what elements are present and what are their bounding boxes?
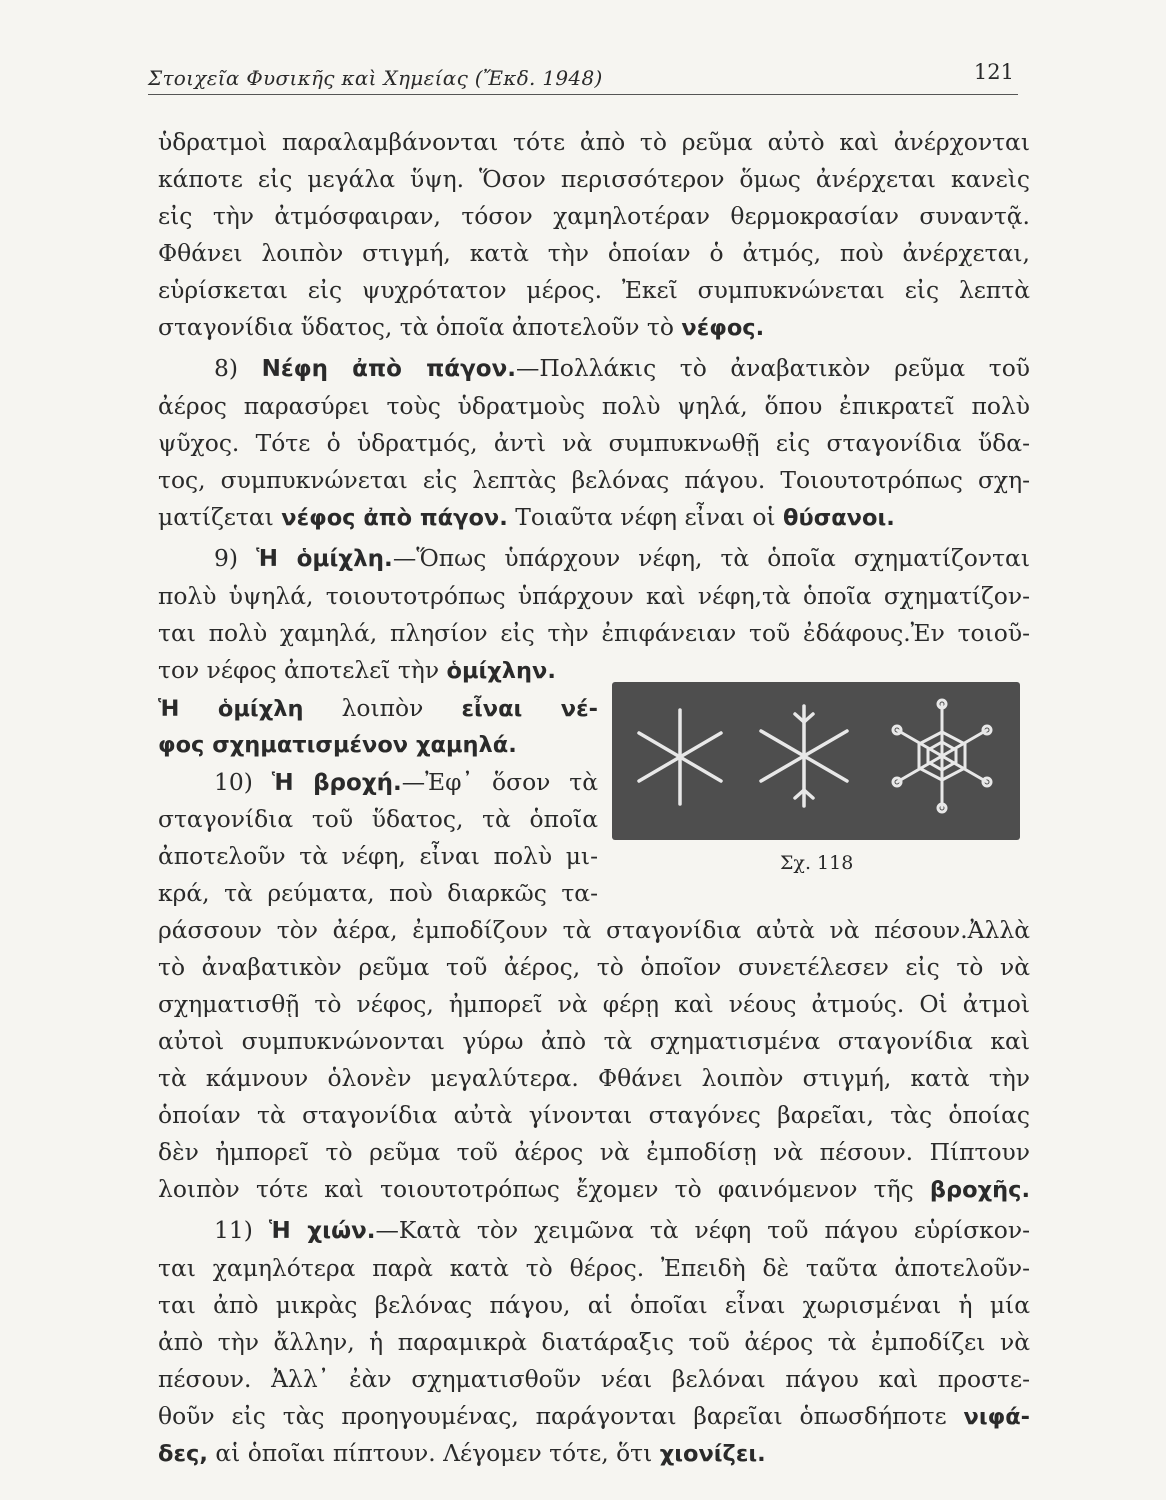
text-line: δὲν ἠμπορεῖ τὸ ρεῦμα τοῦ ἀέρος νὰ ἐμποδίσῃ νὰ πέσουν. Πίπτουν (158, 1138, 1030, 1166)
text-line (158, 1171, 1030, 1209)
text-line: ἀποτελοῦν τὰ νέφη, εἶναι πολὺ μι- (158, 842, 598, 870)
text-span: —Ὅπως ὑπάρχουν νέφη, τὰ ὁποῖα σχηματίζονται (392, 544, 1031, 572)
text-line (158, 1398, 1030, 1436)
text-line: αὐτοὶ συμπυκνώνονται γύρω ἀπὸ τὰ σχηματισμένα σταγονίδια καὶ (158, 1027, 1030, 1055)
section-number: 8) (214, 354, 239, 382)
text-line (158, 499, 1030, 537)
text-line: ὁποίαν τὰ σταγονίδια αὐτὰ γίνονται σταγόνες βαρεῖαι, τὰς ὁποίας (158, 1101, 1030, 1129)
bold-term: νέφος. (681, 315, 765, 341)
text-line (158, 309, 1030, 347)
text-line: ράσσουν τὸν ἀέρα, ἐμποδίζουν τὰ σταγονίδια αὐτὰ νὰ πέσουν.Ἀλλὰ (158, 916, 1030, 944)
bold-term: νέφος ἀπὸ πάγον. (281, 505, 508, 531)
running-title: Στοιχεῖα Φυσικῆς καὶ Χημείας (Ἔκδ. 1948) (148, 66, 603, 90)
text-line: ψῦχος. Τότε ὁ ὑδρατμός, ἀντὶ νὰ συμπυκνωθῇ εἰς σταγονίδια ὕδα- (158, 429, 1030, 457)
figure-caption: Σχ. 118 (780, 852, 854, 874)
text-span: λοιπὸν (341, 694, 424, 722)
text-line: ἀέρος παρασύρει τοὺς ὑδρατμοὺς πολὺ ψηλά, ὅπου ἐπικρατεῖ πολὺ (158, 392, 1030, 420)
text-line: ται χαμηλότερα παρὰ κατὰ τὸ θέρος. Ἐπειδὴ δὲ ταῦτα ἀποτελοῦν- (158, 1254, 1030, 1282)
text-line: ται ἀπὸ μικρὰς βελόνας πάγου, αἱ ὁποῖαι εἶναι χωρισμέναι ἡ μία (158, 1291, 1030, 1319)
bold-term: χιονίζει. (659, 1441, 766, 1467)
section-number: 9) (214, 544, 239, 572)
snowflake-icon (893, 700, 991, 812)
section-heading: Ἡ βροχή. (271, 770, 402, 796)
text-line: Φθάνει λοιπὸν στιγμή, κατὰ τὴν ὁποίαν ὁ ἀτμός, ποὺ ἀνέρχεται, (158, 239, 1030, 267)
text-span: τον νέφος ἀποτελεῖ τὴν (158, 656, 440, 684)
text-span: —Ἐφ᾽ ὅσον τὰ (401, 768, 599, 796)
bold-term: Ἡ ὁμίχλη (158, 696, 304, 722)
section-9-first-line (158, 540, 1030, 578)
bold-term: δες, (158, 1441, 208, 1467)
text-line: τὸ ἀναβατικὸν ρεῦμα τοῦ ἀέρος, τὸ ὁποῖον συνετέλεσεν εἰς τὸ νὰ (158, 953, 1030, 981)
text-line: πέσουν. Ἀλλ᾽ ἐὰν σχηματισθοῦν νέαι βελόναι πάγου καὶ προστε- (158, 1365, 1030, 1393)
figure-drawing (612, 682, 1020, 840)
definition-line: φος σχηματισμένον χαμηλά. (158, 732, 517, 758)
text-line: σχηματισθῇ τὸ νέφος, ἠμπορεῖ νὰ φέρῃ καὶ νέους ἀτμούς. Οἱ ἀτμοὶ (158, 990, 1030, 1018)
text-line: εἰς τὴν ἀτμόσφαιραν, τόσον χαμηλοτέραν θερμοκρασίαν συναντᾷ. (158, 202, 1030, 230)
text-span: λοιπὸν τότε καὶ τοιουτοτρόπως ἔχομεν τὸ φαινόμενον τῆς (158, 1175, 914, 1203)
text-span: Τοιαῦτα νέφη εἶναι οἱ (515, 503, 776, 531)
section-heading: Ἡ ὁμίχλη. (256, 546, 393, 572)
text-span: —Πολλάκις τὸ ἀναβατικὸν ρεῦμα τοῦ (515, 354, 1030, 382)
bold-term: εἶναι νέ- (461, 696, 598, 722)
text-line: σταγονίδια τοῦ ὕδατος, τὰ ὁποῖα (158, 805, 598, 833)
text-line: ἀπὸ τὴν ἄλλην, ἡ παραμικρὰ διατάραξις τοῦ ἀέρος τὰ ἐμποδίζει νὰ (158, 1328, 1030, 1356)
text-line: κρά, τὰ ρεύματα, ποὺ διαρκῶς τα- (158, 879, 598, 907)
section-heading: Ἡ χιών. (268, 1218, 376, 1244)
page-header (148, 60, 1018, 95)
text-line: ται πολὺ χαμηλά, πλησίον εἰς τὴν ἐπιφάνειαν τοῦ ἐδάφους.Ἐν τοιοῦ- (158, 619, 1030, 647)
text-line (158, 1435, 1030, 1473)
page-number: 121 (973, 60, 1014, 84)
text-line: τος, συμπυκνώνεται εἰς λεπτὰς βελόνας πάγου. Τοιουτοτρόπως σχη- (158, 466, 1030, 494)
snow-crystals-figure (612, 682, 1020, 840)
text-line: πολὺ ὑψηλά, τοιουτοτρόπως ὑπάρχουν καὶ νέφη,τὰ ὁποῖα σχηματίζον- (158, 582, 1030, 610)
snowflake-icon (639, 710, 721, 804)
bold-term: νιφά- (963, 1404, 1030, 1430)
section-number: 11) (214, 1216, 253, 1244)
bold-term: βροχῆς. (929, 1177, 1030, 1203)
text-line: ὑδρατμοὶ παραλαμβάνονται τότε ἀπὸ τὸ ρεῦμα αὐτὸ καὶ ἀνέρχονται (158, 128, 1030, 156)
bold-term: ὁμίχλην. (446, 658, 556, 684)
text-line: τὰ κάμνουν ὁλονὲν μεγαλύτερα. Φθάνει λοιπὸν στιγμή, κατὰ τὴν (158, 1064, 1030, 1092)
section-heading: Νέφη ἀπὸ πάγον. (261, 356, 516, 382)
text-span: ματίζεται (158, 503, 274, 531)
snowflake-icon (761, 706, 847, 806)
bold-term: θύσανοι. (783, 505, 895, 531)
section-number: 10) (214, 768, 253, 796)
definition-line (158, 690, 598, 728)
text-line: εὑρίσκεται εἰς ψυχρότατον μέρος. Ἐκεῖ συμπυκνώνεται εἰς λεπτὰ (158, 276, 1030, 304)
text-span: αἱ ὁποῖαι πίπτουν. Λέγομεν τότε, ὅτι (215, 1439, 653, 1467)
text-line: κάποτε εἰς μεγάλα ὕψη. Ὅσον περισσότερον ὅμως ἀνέρχεται κανεὶς (158, 165, 1030, 193)
section-10-first-line (158, 764, 598, 802)
section-11-first-line (158, 1212, 1030, 1250)
text-span: θοῦν εἰς τὰς προηγουμένας, παράγονται βαρεῖαι ὁπωσδήποτε (158, 1402, 947, 1430)
text-span: —Κατὰ τὸν χειμῶνα τὰ νέφη τοῦ πάγου εὑρίσκον- (375, 1216, 1030, 1244)
text-span: σταγονίδια ὕδατος, τὰ ὁποῖα ἀποτελοῦν τὸ (158, 313, 674, 341)
section-8-first-line (158, 350, 1030, 388)
